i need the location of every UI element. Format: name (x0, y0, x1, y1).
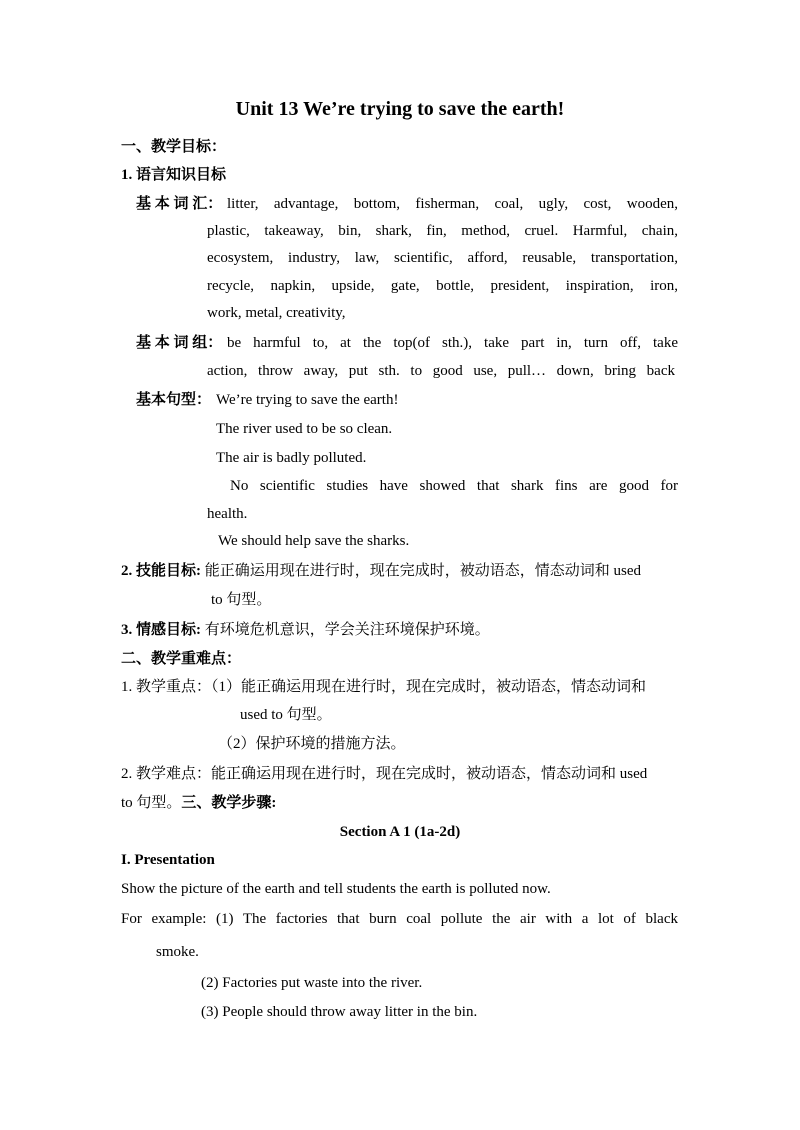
example-1-cont: smoke. (156, 944, 199, 960)
vocab-line-4: recycle, napkin, upside, gate, bottle, president, inspiration, iron, (207, 278, 678, 294)
example-1: For example: (1) The factories that burn coal pollute the air with a lot of black (121, 911, 678, 927)
vocab-label: 基 本 词 汇： (136, 196, 223, 212)
example-3: (3) People should throw away litter in the bin. (201, 1004, 478, 1020)
presentation-text: Show the picture of the earth and tell students the earth is polluted now. (121, 881, 551, 897)
skill-goal (121, 561, 641, 581)
section-title: Section A 1 (1a-2d) (339, 824, 461, 840)
key-point-1-cont: used to 句型。 (240, 707, 332, 723)
difficult-point: 2. 教学难点：能正确运用现在进行时，现在完成时，被动语态，情态动词和 used (121, 766, 648, 782)
key-point-2: （2）保护环境的措施方法。 (218, 736, 406, 752)
section-1-heading: 一、教学目标： (121, 139, 227, 155)
emotion-goal-label: 3. 情感目标: (121, 622, 201, 638)
sentence-1: We’re trying to save the earth! (216, 392, 399, 408)
section-2-heading: 二、教学重难点： (121, 651, 242, 667)
emotion-goal-text: 有环境危机意识，学会关注环境保护环境。 (201, 622, 490, 638)
language-knowledge-heading: 1. 语言知识目标 (121, 167, 227, 183)
phrase-line-1: be harmful to, at the top(of sth.), take part in, turn off, take (227, 335, 678, 351)
page-title: Unit 13 We’re trying to save the earth! (235, 98, 565, 120)
sentence-3: The air is badly polluted. (216, 450, 367, 466)
emotion-goal (121, 620, 490, 640)
vocab-line-3: ecosystem, industry, law, scientific, afford, reusable, transportation, (207, 250, 678, 266)
skill-goal-cont: to 句型。 (211, 592, 272, 608)
vocab-line-5: work, metal, creativity, (207, 305, 346, 321)
section-3-heading: 三、教学步骤: (181, 795, 277, 811)
skill-goal-text: 能正确运用现在进行时，现在完成时，被动语态，情态动词和 used (201, 563, 641, 579)
difficult-point-cont (121, 793, 276, 813)
sentence-2: The river used to be so clean. (216, 421, 393, 437)
sentence-4-cont: health. (207, 506, 248, 522)
phrase-label: 基 本 词 组： (136, 335, 223, 351)
difficult-point-cont-text: to 句型。 (121, 795, 182, 811)
skill-goal-label: 2. 技能目标: (121, 563, 201, 579)
presentation-heading: I. Presentation (121, 852, 215, 868)
example-2: (2) Factories put waste into the river. (201, 975, 423, 991)
key-point-1: 1. 教学重点：（1）能正确运用现在进行时，现在完成时，被动语态，情态动词和 (121, 679, 647, 695)
sentence-5: We should help save the sharks. (218, 533, 410, 549)
sentence-label: 基本句型： (136, 392, 212, 408)
sentence-4: No scientific studies have showed that shark fins are good for (230, 478, 678, 494)
vocab-line-2: plastic, takeaway, bin, shark, fin, method, cruel. Harmful, chain, (207, 223, 678, 239)
vocab-line-1: litter, advantage, bottom, fisherman, coal, ugly, cost, wooden, (227, 196, 678, 212)
phrase-line-2: action, throw away, put sth. to good use, pull… down, bring back (207, 363, 675, 379)
